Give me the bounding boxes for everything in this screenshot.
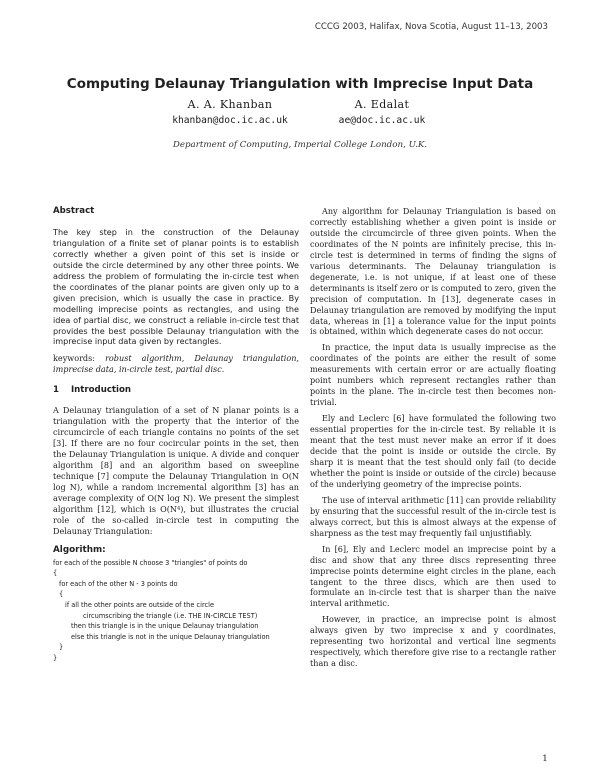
- conference-header: CCCG 2003, Halifax, Nova Scotia, August 11–13, 2003: [314, 22, 548, 32]
- algorithm-line: }: [53, 654, 58, 663]
- body-paragraph: Any algorithm for Delaunay Triangulation is based on correctly establishing whether a given point is inside or outside the circumcircle of three given points. When the coordinates of the N points are infinitely precise, this in-circle test is determined in terms of finding the signs of various determinants. The Delaunay triangulation is degenerate, i.e. is not unique, if at least one of these determinants is itself zero or is computed to zero, given the precision of computation. In [13], degenerate cases in Delaunay triangulation are removed by modifying the input data, whereas in [1] a tolerance value for the input points is obtained, within which degenerate cases do not occur.: [310, 206, 556, 337]
- section-title: Introduction: [70, 385, 131, 396]
- algorithm-line: circumscribing the triangle (i.e. THE IN-CIRCLE TEST): [83, 611, 258, 620]
- keywords-label: keywords:: [53, 353, 95, 364]
- body-paragraph: In practice, the input data is usually imprecise as the coordinates of the points are either the result of some measurements with certain error or are actually floating point numbers which represent rectangles rather than points in the plane. The in-circle test then becomes non-trivial.: [310, 342, 556, 408]
- paper-title: Computing Delaunay Triangulation with Imprecise Input Data: [66, 76, 534, 92]
- author-name: A. A. Khanban: [187, 98, 273, 111]
- right-column: [310, 206, 556, 674]
- left-column: [53, 206, 299, 664]
- algorithm-line: else this triangle is not in the unique Delaunay triangulation: [71, 632, 270, 641]
- abstract-heading: Abstract: [53, 206, 95, 216]
- body-paragraph: The use of interval arithmetic [11] can provide reliability by ensuring that the successful result of the in-circle test is always correct, but this is almost always at the expense of sharpness as the test may frequently fail unjustifiably.: [310, 494, 556, 538]
- section-heading-introduction: [53, 385, 299, 396]
- algorithm-line: for each of the other N - 3 points do: [59, 579, 178, 588]
- intro-paragraph: A Delaunay triangulation of a set of N planar points is a triangulation with the property that the interior of the circumcircle of each triangle contains no points of the set [3]. If there are no four cocircular points in the set, then the Delaunay Triangulation is unique. A divide and conquer algorithm [8] and an algorithm based on sweepline technique [7] compute the Delaunay Triangulation in O(N log N), while a random incremental algorithm [3] has an average complexity of O(N log N). We present the simplest algorithm [12], which is O(N⁴), but illustrates the crucial role of the so-called in-circle test in computing the Delaunay Triangulation:: [53, 405, 299, 536]
- body-paragraph: Ely and Leclerc [6] have formulated the following two essential properties for the in-circle test. By reliable it is meant that the test must never make an error if it does decide that the point is inside or outside the circle. By sharp it is meant that the test should only fail (to decide whether the point is inside or outside of the circle) because of the underlying geometry of the imprecise points.: [310, 413, 556, 489]
- affiliation: Department of Computing, Imperial College London, U.K.: [172, 140, 428, 150]
- author-email: khanban@doc.ic.ac.uk: [172, 115, 288, 126]
- algorithm-line: {: [59, 590, 64, 599]
- section-number: 1: [53, 385, 59, 396]
- author-email: ae@doc.ic.ac.uk: [338, 115, 426, 126]
- algorithm-line: if all the other points are outside of the circle: [65, 601, 215, 610]
- page-number: 1: [542, 754, 548, 764]
- body-paragraph: In [6], Ely and Leclerc model an imprecise point by a disc and show that any three discs representing three imprecise points determine eight circles in the plane, each tangent to the three discs, which are then used to formulate an in-circle test that is sharper than the naive interval arithmetic.: [310, 543, 556, 609]
- algorithm-line: {: [53, 569, 58, 578]
- algorithm-line: then this triangle is in the unique Delaunay triangulation: [71, 622, 259, 631]
- keywords-text: robust algorithm, Delaunay triangulation, imprecise data, in-circle test, partial disc.: [53, 353, 299, 375]
- author-name: A. Edalat: [354, 98, 410, 111]
- algorithm-line: for each of the possible N choose 3 "triangles" of points do: [53, 558, 248, 567]
- body-paragraph: However, in practice, an imprecise point is almost always given by two imprecise x and y coordinates, representing two horizontal and vertical line segments respectively, which therefore give rise to a rectangle rather than a disc.: [310, 614, 556, 669]
- keywords: [53, 353, 299, 375]
- algorithm-line: }: [59, 643, 64, 652]
- algorithm-heading: Algorithm:: [53, 544, 106, 555]
- abstract-text: The key step in the construction of the Delaunay triangulation of a finite set of planar points is to establish correctly whether a given point of this set is inside or outside the circle determined by any other three points. We address the problem of formulating the in-circle test when the coordinates of the planar points are given only up to a given precision, which is usually the case in practice. By modelling imprecise points as rectangles, and using the idea of partial disc, we construct a reliable in-circle test that provides the best possible Delaunay triangulation with the imprecise input data given by rectangles.: [53, 226, 299, 347]
